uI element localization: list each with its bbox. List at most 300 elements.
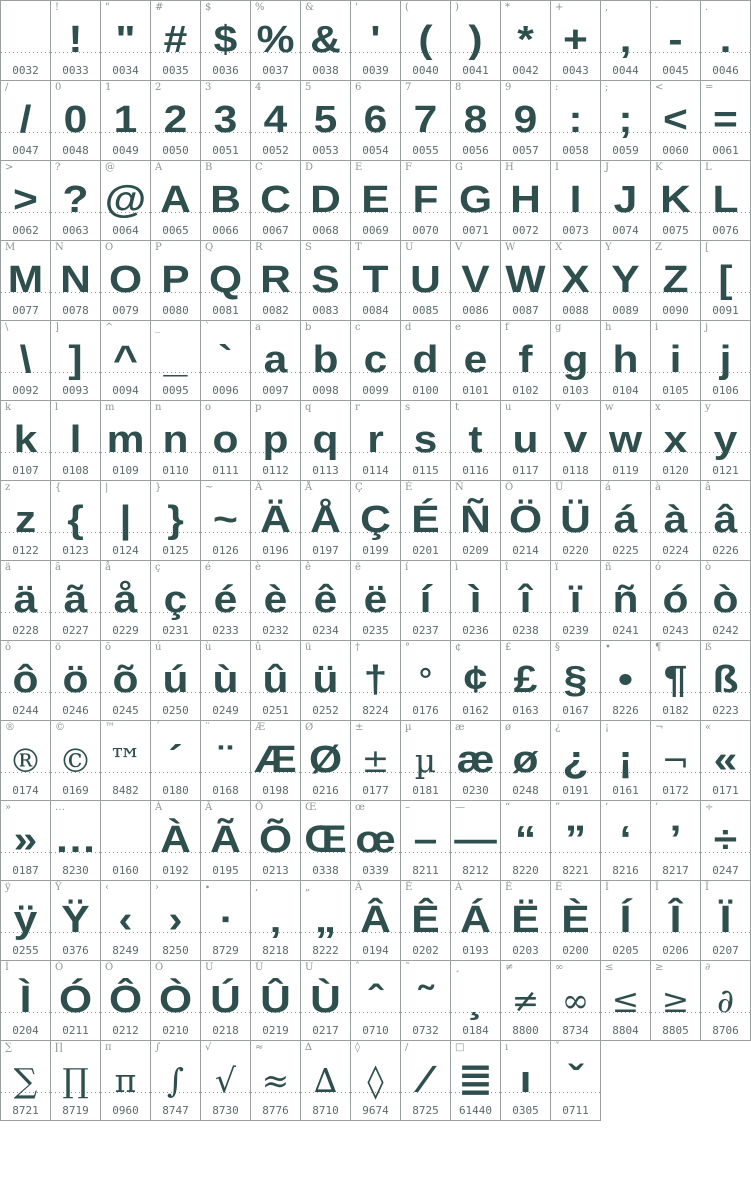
cell-glyph: á	[613, 499, 638, 541]
cell-code: 0066	[212, 224, 239, 237]
cell-glyph: ,	[619, 19, 632, 61]
glyph-cell	[701, 561, 751, 641]
glyph-cell	[451, 81, 501, 161]
cell-code: 0125	[162, 544, 189, 557]
cell-code: 0305	[512, 1104, 539, 1117]
cell-char-label: µ	[405, 722, 412, 733]
grid-row	[1, 1, 751, 81]
cell-char-label: u	[505, 402, 512, 413]
glyph-cell	[1, 481, 51, 561]
glyph-cell	[501, 481, 551, 561]
cell-code: 0217	[312, 1024, 339, 1037]
cell-char-label: ä	[5, 562, 11, 573]
cell-glyph: ~	[213, 499, 238, 541]
cell-char-label: –	[405, 802, 410, 813]
cell-code: 0211	[62, 1024, 89, 1037]
cell-code: 0063	[62, 224, 89, 237]
cell-glyph: U	[410, 259, 441, 301]
cell-char-label: )	[455, 2, 459, 13]
cell-code: 0224	[662, 544, 689, 557]
cell-glyph: Õ	[258, 819, 293, 861]
glyph-cell	[501, 961, 551, 1041]
cell-code: 0177	[362, 784, 389, 797]
grid-row	[1, 241, 751, 321]
cell-glyph: ‹	[118, 899, 133, 941]
cell-code: 0112	[262, 464, 289, 477]
cell-code: 0212	[112, 1024, 139, 1037]
cell-char-label: 3	[205, 82, 212, 93]
cell-glyph: Z	[662, 259, 689, 301]
cell-char-label: à	[655, 482, 661, 493]
grid-row	[1, 161, 751, 241]
cell-char-label: â	[705, 482, 711, 493]
cell-code: 0034	[112, 64, 139, 77]
cell-glyph: 9	[513, 99, 538, 141]
cell-glyph: L	[712, 179, 739, 221]
glyph-cell	[51, 961, 101, 1041]
cell-char-label: R	[255, 242, 263, 253]
cell-code: 0104	[612, 384, 639, 397]
glyph-cell	[201, 241, 251, 321]
cell-glyph: √	[214, 1061, 237, 1100]
cell-char-label: #	[155, 2, 164, 13]
glyph-cell	[701, 721, 751, 801]
cell-code: 0107	[12, 464, 39, 477]
cell-glyph: a	[263, 339, 288, 381]
cell-code: 0235	[362, 624, 389, 637]
cell-glyph: t	[468, 419, 483, 461]
cell-glyph: G	[458, 179, 493, 221]
cell-glyph: à	[663, 499, 688, 541]
cell-char-label: h	[605, 322, 612, 333]
cell-glyph: È	[561, 899, 590, 941]
cell-char-label: ~	[205, 482, 214, 493]
glyph-cell	[401, 241, 451, 321]
cell-char-label: q	[305, 402, 312, 413]
cell-char-label: G	[455, 162, 463, 173]
cell-code: 0160	[112, 864, 139, 877]
cell-glyph: Ó	[58, 979, 93, 1021]
cell-char-label: ö	[55, 642, 62, 653]
cell-code: 0088	[562, 304, 589, 317]
cell-code: 0051	[212, 144, 239, 157]
cell-glyph: ø	[512, 739, 539, 781]
cell-code: 0247	[712, 864, 739, 877]
cell-char-label: ∂	[705, 962, 711, 973]
cell-char-label: ÷	[705, 802, 714, 813]
glyph-cell	[451, 401, 501, 481]
cell-code: 0206	[662, 944, 689, 957]
cell-glyph: 8	[463, 99, 488, 141]
cell-code: 0195	[212, 864, 239, 877]
cell-glyph: 2	[163, 99, 188, 141]
cell-glyph: Ì	[19, 979, 32, 1021]
glyph-cell	[251, 801, 301, 881]
cell-code: 0219	[262, 1024, 289, 1037]
glyph-cell	[401, 81, 451, 161]
cell-code: 0171	[712, 784, 739, 797]
cell-glyph: 7	[413, 99, 438, 141]
cell-char-label: ∆	[305, 1042, 312, 1053]
glyph-cell	[701, 481, 751, 561]
glyph-cell	[1, 161, 51, 241]
glyph-cell	[1, 721, 51, 801]
glyph-cell	[251, 81, 301, 161]
cell-char-label: H	[505, 162, 514, 173]
glyph-cell	[201, 321, 251, 401]
cell-char-label: w	[605, 402, 614, 413]
cell-code: 0083	[312, 304, 339, 317]
cell-glyph: ”	[564, 819, 587, 861]
cell-code: 0249	[212, 704, 239, 717]
cell-glyph: ê	[313, 579, 338, 621]
cell-glyph: o	[212, 419, 239, 461]
cell-char-label: Å	[305, 482, 313, 493]
glyph-cell	[101, 561, 151, 641]
glyph-cell	[1, 561, 51, 641]
cell-glyph: Ù	[310, 979, 341, 1021]
cell-code: 0231	[162, 624, 189, 637]
cell-glyph: ë	[363, 579, 388, 621]
cell-code: 0237	[412, 624, 439, 637]
cell-code: 0103	[562, 384, 589, 397]
cell-code: 0198	[262, 784, 289, 797]
cell-char-label: W	[505, 242, 516, 253]
cell-code: 0057	[512, 144, 539, 157]
cell-glyph: /	[19, 99, 32, 141]
cell-char-label: =	[705, 82, 714, 93]
cell-char-label: ∑	[5, 1042, 13, 1053]
glyph-cell	[301, 481, 351, 561]
cell-char-label: Ç	[355, 482, 363, 493]
cell-glyph: %	[256, 19, 295, 61]
cell-glyph: ∕	[421, 1059, 430, 1101]
cell-char-label: K	[655, 162, 663, 173]
cell-code: 0228	[12, 624, 39, 637]
glyph-cell	[601, 721, 651, 801]
cell-char-label: "	[105, 2, 110, 13]
cell-code: 0046	[712, 64, 739, 77]
cell-char-label: ˜	[405, 962, 410, 973]
glyph-cell	[501, 161, 551, 241]
cell-glyph: ı	[519, 1059, 532, 1101]
cell-code: 0067	[262, 224, 289, 237]
cell-code: 8249	[112, 944, 139, 957]
glyph-cell	[701, 241, 751, 321]
cell-code: 0162	[462, 704, 489, 717]
glyph-cell	[201, 1, 251, 81]
cell-glyph: >	[13, 179, 38, 221]
glyph-cell	[1, 881, 51, 961]
glyph-cell	[151, 401, 201, 481]
cell-glyph: T	[362, 259, 389, 301]
glyph-cell	[151, 961, 201, 1041]
cell-glyph: ∆	[313, 1061, 338, 1100]
cell-char-label: L	[705, 162, 712, 173]
glyph-cell	[351, 641, 401, 721]
cell-code: 0239	[562, 624, 589, 637]
cell-char-label: Î	[655, 882, 659, 893]
cell-code: 0255	[12, 944, 39, 957]
glyph-cell	[201, 801, 251, 881]
cell-char-label: Ÿ	[55, 882, 62, 893]
cell-code: 0245	[112, 704, 139, 717]
glyph-cell	[401, 881, 451, 961]
cell-code: 9674	[362, 1104, 389, 1117]
glyph-cell	[351, 801, 401, 881]
cell-code: 0079	[112, 304, 139, 317]
cell-char-label: ò	[705, 562, 712, 573]
cell-glyph: N	[60, 259, 91, 301]
glyph-cell	[301, 801, 351, 881]
cell-glyph: ®	[9, 741, 42, 780]
glyph-cell	[101, 481, 151, 561]
cell-code: 0056	[462, 144, 489, 157]
grid-row	[1, 721, 751, 801]
glyph-cell	[401, 1, 451, 81]
cell-char-label: 0	[55, 82, 62, 93]
cell-glyph: ì	[469, 579, 482, 621]
glyph-cell	[651, 81, 701, 161]
cell-glyph: V	[461, 259, 490, 301]
glyph-cell	[501, 641, 551, 721]
cell-code: 0099	[362, 384, 389, 397]
cell-glyph: 4	[263, 99, 288, 141]
cell-char-label: ó	[655, 562, 662, 573]
glyph-cell	[351, 321, 401, 401]
cell-glyph: §	[563, 659, 588, 701]
cell-char-label: B	[205, 162, 213, 173]
glyph-cell	[601, 641, 651, 721]
cell-code: 0114	[362, 464, 389, 477]
cell-code: 0201	[412, 544, 439, 557]
cell-glyph: «	[713, 739, 738, 781]
cell-code: 0216	[312, 784, 339, 797]
cell-glyph: ÿ	[13, 899, 38, 941]
cell-glyph: '	[370, 19, 381, 61]
cell-char-label: §	[555, 642, 560, 653]
cell-code: 0960	[112, 1104, 139, 1117]
cell-char-label: Ì	[5, 962, 9, 973]
cell-code: 0126	[212, 544, 239, 557]
cell-glyph: p	[262, 419, 289, 461]
glyph-cell	[201, 401, 251, 481]
cell-char-label: ¿	[555, 722, 561, 733]
cell-glyph: µ	[414, 741, 437, 780]
glyph-cell	[551, 721, 601, 801]
cell-char-label: i	[655, 322, 659, 333]
glyph-cell	[1, 1, 51, 81]
cell-code: 8222	[312, 944, 339, 957]
glyph-cell	[251, 721, 301, 801]
cell-code: 0094	[112, 384, 139, 397]
cell-char-label: è	[255, 562, 261, 573]
glyph-cell	[601, 161, 651, 241]
cell-glyph: ´	[168, 739, 183, 781]
glyph-cell	[1, 801, 51, 881]
glyph-cell	[651, 641, 701, 721]
cell-glyph: ï	[569, 579, 582, 621]
cell-char-label: d	[405, 322, 412, 333]
cell-glyph: n	[162, 419, 189, 461]
glyph-cell	[651, 241, 701, 321]
cell-glyph: Q	[208, 259, 243, 301]
cell-char-label: ∕	[405, 1042, 409, 1053]
cell-code: 0227	[62, 624, 89, 637]
glyph-cell	[551, 81, 601, 161]
cell-code: 8734	[562, 1024, 589, 1037]
cell-glyph: ›	[168, 899, 183, 941]
cell-glyph: Ø	[308, 739, 343, 781]
cell-char-label: ∫	[155, 1042, 161, 1053]
grid-row	[1, 801, 751, 881]
cell-glyph: \	[19, 339, 32, 381]
cell-glyph: ç	[163, 579, 188, 621]
cell-char-label: }	[155, 482, 162, 493]
cell-code: 0233	[212, 624, 239, 637]
cell-code: 8776	[262, 1104, 289, 1117]
cell-char-label: Ù	[305, 962, 314, 973]
cell-code: 0058	[562, 144, 589, 157]
cell-glyph: ∏	[62, 1061, 89, 1100]
cell-char-label: í	[405, 562, 409, 573]
cell-code: 0036	[212, 64, 239, 77]
cell-char-label: t	[455, 402, 460, 413]
cell-code: 0250	[162, 704, 189, 717]
cell-char-label: A	[155, 162, 163, 173]
cell-char-label: ;	[605, 82, 609, 93]
cell-code: 0065	[162, 224, 189, 237]
cell-glyph: !	[68, 19, 83, 61]
cell-char-label: ø	[505, 722, 512, 733]
cell-char-label: £	[505, 642, 512, 653]
cell-glyph: ™	[109, 741, 142, 780]
glyph-cell	[401, 641, 451, 721]
cell-char-label: ù	[205, 642, 212, 653]
cell-glyph: „	[314, 899, 337, 941]
cell-glyph: ò	[712, 579, 739, 621]
cell-glyph: D	[310, 179, 341, 221]
cell-code: 0109	[112, 464, 139, 477]
glyph-cell	[101, 721, 151, 801]
glyph-cell	[551, 1, 601, 81]
glyph-cell	[201, 81, 251, 161]
cell-code: 0108	[62, 464, 89, 477]
cell-char-label: °	[405, 642, 410, 653]
cell-char-label: ”	[555, 802, 561, 813]
glyph-cell	[601, 321, 651, 401]
cell-char-label: \	[5, 322, 9, 333]
glyph-cell	[151, 881, 201, 961]
cell-glyph: e	[463, 339, 488, 381]
glyph-cell	[151, 321, 201, 401]
cell-code: 0230	[462, 784, 489, 797]
glyph-cell	[601, 561, 651, 641]
cell-code: 0084	[362, 304, 389, 317]
cell-code: 61440	[458, 1104, 493, 1117]
glyph-cell	[551, 801, 601, 881]
cell-code: 0089	[612, 304, 639, 317]
cell-glyph: Ê	[411, 899, 440, 941]
cell-glyph: <	[663, 99, 688, 141]
cell-char-label: &	[305, 2, 314, 13]
cell-glyph: —	[454, 819, 497, 861]
glyph-cell	[251, 321, 301, 401]
cell-char-label: Á	[455, 882, 463, 893]
cell-glyph: q	[312, 419, 339, 461]
cell-code: 0111	[212, 464, 239, 477]
glyph-cell	[601, 481, 651, 561]
cell-glyph: R	[260, 259, 291, 301]
glyph-cell	[101, 961, 151, 1041]
cell-char-label: ∞	[555, 962, 564, 973]
cell-glyph: c	[363, 339, 388, 381]
cell-glyph: Å	[310, 499, 341, 541]
cell-code: 0252	[312, 704, 339, 717]
cell-glyph: @	[104, 179, 147, 221]
cell-char-label: æ	[455, 722, 465, 733]
cell-char-label: %	[255, 2, 265, 13]
cell-code: 0098	[312, 384, 339, 397]
glyph-cell	[401, 161, 451, 241]
cell-glyph: l	[69, 419, 82, 461]
glyph-cell	[351, 241, 401, 321]
cell-char-label: 1	[105, 82, 112, 93]
cell-char-label: P	[155, 242, 162, 253]
cell-code: 0040	[412, 64, 439, 77]
cell-glyph: ö	[62, 659, 89, 701]
cell-code: 0241	[612, 624, 639, 637]
cell-code: 0163	[512, 704, 539, 717]
cell-code: 0073	[562, 224, 589, 237]
cell-char-label: î	[505, 562, 509, 573]
glyph-cell	[451, 641, 501, 721]
cell-char-label: ë	[355, 562, 361, 573]
grid-row	[1, 561, 751, 641]
glyph-cell	[51, 881, 101, 961]
cell-code: 8706	[712, 1024, 739, 1037]
glyph-cell	[351, 881, 401, 961]
cell-char-label: Ö	[505, 482, 514, 493]
glyph-cell	[301, 81, 351, 161]
cell-char-label: ±	[355, 722, 364, 733]
cell-code: 0081	[212, 304, 239, 317]
cell-code: 0054	[362, 144, 389, 157]
cell-char-label: ∏	[55, 1042, 63, 1053]
glyph-cell	[301, 161, 351, 241]
glyph-cell	[601, 241, 651, 321]
cell-char-label: V	[455, 242, 463, 253]
cell-code: 0074	[612, 224, 639, 237]
cell-char-label: «	[705, 722, 712, 733]
cell-char-label: É	[405, 482, 413, 493]
glyph-cell	[551, 881, 601, 961]
cell-char-label: $	[205, 2, 212, 13]
cell-code: 0053	[312, 144, 339, 157]
glyph-cell	[301, 881, 351, 961]
cell-glyph: E	[361, 179, 390, 221]
cell-char-label: '	[355, 2, 358, 13]
cell-code: 0339	[362, 864, 389, 877]
cell-glyph: Â	[360, 899, 391, 941]
cell-code: 0124	[112, 544, 139, 557]
cell-char-label: {	[55, 482, 62, 493]
glyph-cell	[151, 801, 201, 881]
cell-code: 0050	[162, 144, 189, 157]
cell-glyph: –	[413, 819, 438, 861]
cell-char-label: *	[505, 2, 510, 13]
glyph-cell	[601, 961, 651, 1041]
